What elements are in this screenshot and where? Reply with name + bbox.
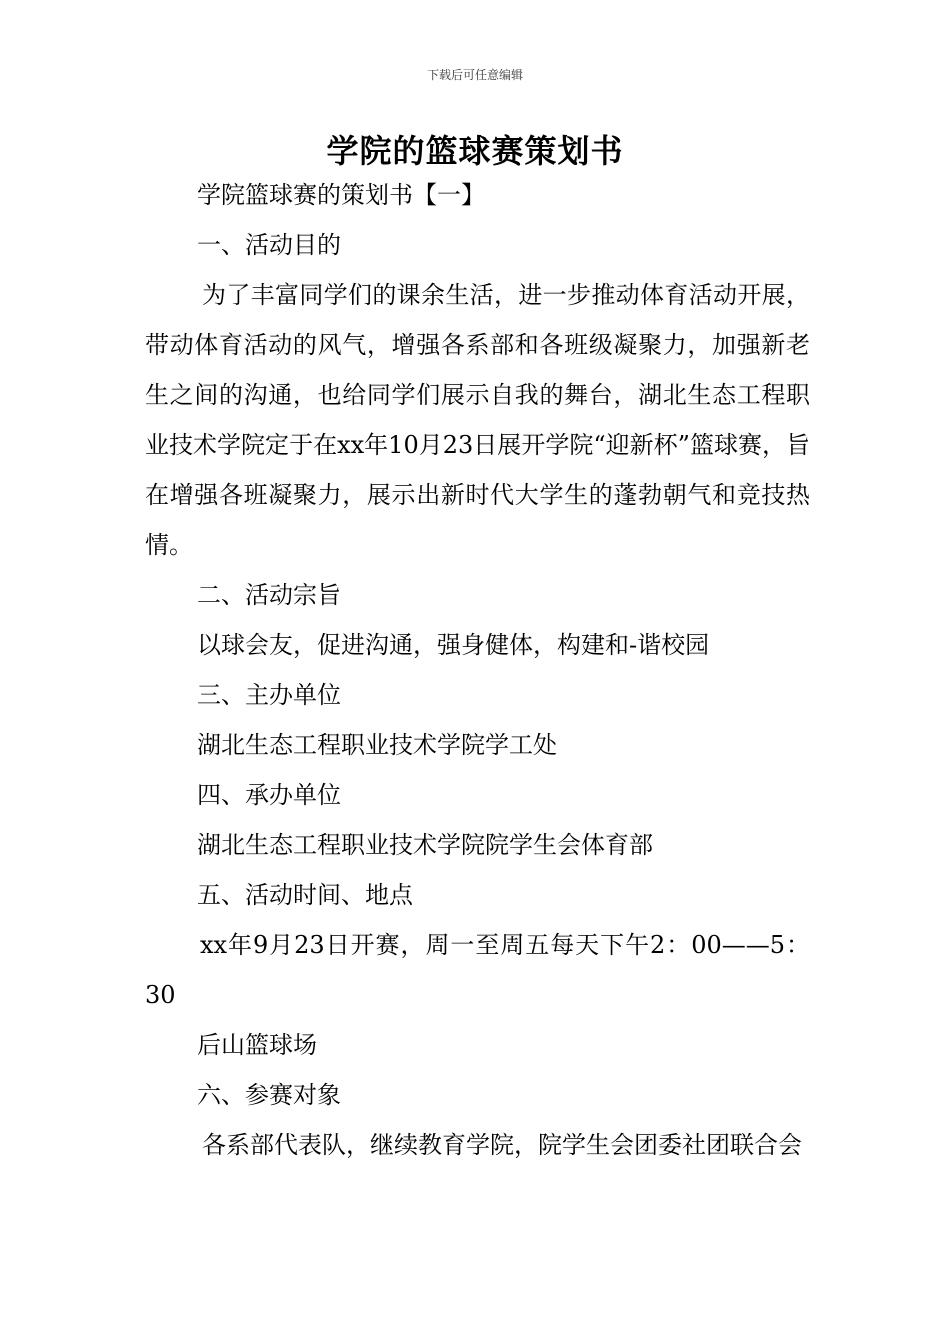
section-heading-tenet: 二、活动宗旨 (197, 581, 341, 609)
section-heading-participants: 六、参赛对象 (197, 1081, 341, 1109)
subtitle: 学院篮球赛的策划书【一】 (197, 181, 485, 209)
section-body-participants: 各系部代表队，继续教育学院，院学生会团委社团联合会 (202, 1131, 802, 1159)
section-heading-host: 四、承办单位 (197, 781, 341, 809)
header-note: 下载后可任意编辑 (426, 68, 523, 82)
section-heading-time-place: 五、活动时间、地点 (197, 881, 413, 909)
document-body (145, 170, 810, 1170)
section-body-place: 后山篮球场 (197, 1031, 317, 1059)
section-body-time: xx年9月23日开赛，周一至周五每天下午2：00——5：30 (145, 931, 810, 1009)
section-body-host: 湖北生态工程职业技术学院院学生会体育部 (197, 831, 653, 859)
section-heading-purpose: 一、活动目的 (197, 231, 341, 259)
section-body-organizer: 湖北生态工程职业技术学院学工处 (197, 731, 557, 759)
section-body-tenet: 以球会友，促进沟通，强身健体，构建和-谐校园 (197, 631, 710, 659)
document-title: 学院的篮球赛策划书 (326, 132, 624, 170)
section-heading-organizer: 三、主办单位 (197, 681, 341, 709)
section-body-purpose: 为了丰富同学们的课余生活，进一步推动体育活动开展，带动体育活动的风气，增强各系部和各班级凝聚力，加强新老生之间的沟通，也给同学们展示自我的舞台，湖北生态工程职业技术学院定于在xx年10月23日展开学院“迎新杯”篮球赛，旨在增强各班凝聚力，展示出新时代大学生的蓬勃朝气和竞技热情。 (145, 281, 810, 559)
